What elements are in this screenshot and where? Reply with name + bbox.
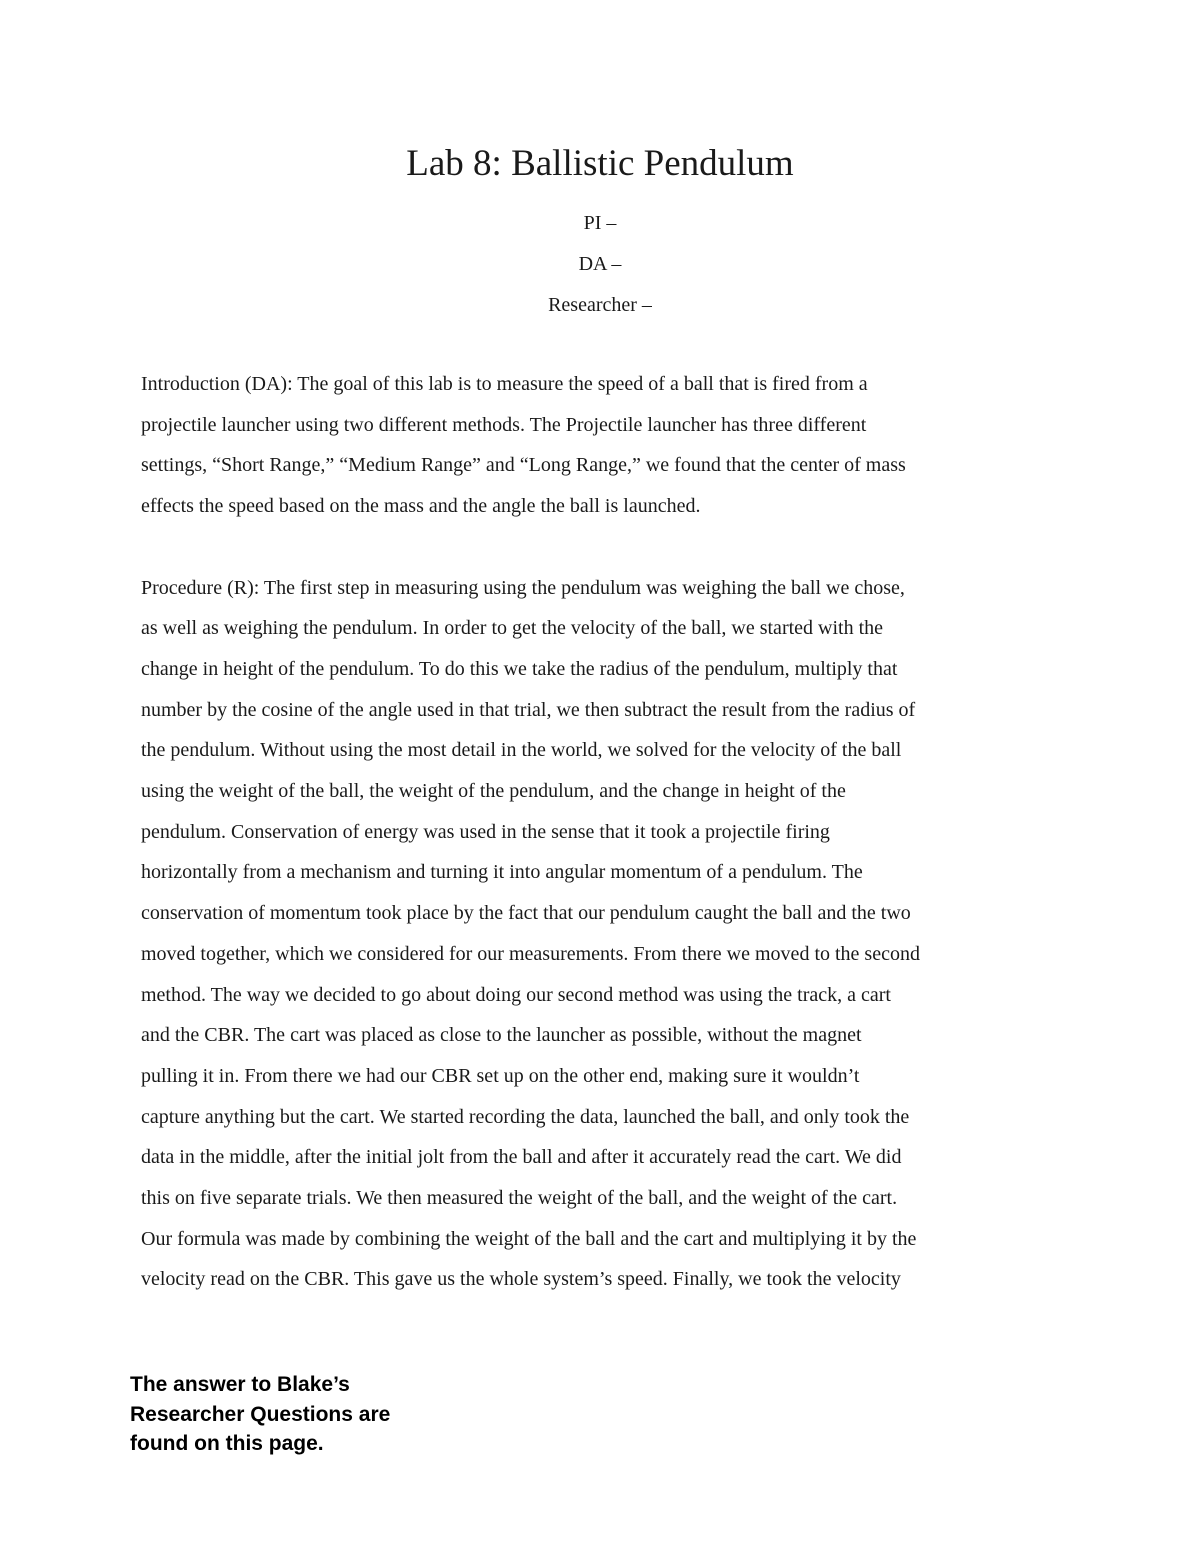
paragraph-line: Our formula was made by combining the weight of the ball and the cart and multiplying it by the	[141, 1227, 917, 1250]
paragraph-line: horizontally from a mechanism and turning it into angular momentum of a pendulum. The	[141, 861, 863, 884]
note-line: The answer to Blake’s	[130, 1373, 350, 1396]
paragraph-spacer	[141, 527, 1061, 568]
role-pi: PI –	[583, 212, 617, 234]
paragraph-line: moved together, which we considered for our measurements. From there we moved to the second	[141, 942, 920, 965]
role-da: DA –	[578, 253, 622, 275]
paragraph-line: capture anything but the cart. We started recording the data, launched the ball, and only took the	[141, 1105, 910, 1128]
paragraph-line: and the CBR. The cart was placed as close to the launcher as possible, without the magnet	[141, 1024, 862, 1047]
paragraph-line: Introduction (DA): The goal of this lab is to measure the speed of a ball that is fired from a	[141, 373, 868, 395]
paragraph-line: Procedure (R): The first step in measuring using the pendulum was weighing the ball we chose,	[141, 576, 905, 599]
role-researcher: Researcher –	[548, 294, 652, 316]
body-text	[141, 364, 1061, 1300]
paragraph-line: data in the middle, after the initial jolt from the ball and after it accurately read the cart. We did	[141, 1146, 902, 1169]
page-title: Lab 8: Ballistic Pendulum	[406, 143, 794, 184]
paragraph-line: velocity read on the CBR. This gave us the whole system’s speed. Finally, we took the velocity	[141, 1268, 901, 1291]
paragraph-line: pulling it in. From there we had our CBR set up on the other end, making sure it wouldn’t	[141, 1064, 860, 1087]
answer-note	[130, 1370, 430, 1459]
paragraph-line: change in height of the pendulum. To do this we take the radius of the pendulum, multiply that	[141, 657, 898, 680]
role-list	[0, 203, 1200, 326]
paragraph-line: method. The way we decided to go about doing our second method was using the track, a cart	[141, 983, 891, 1006]
paragraph-line: effects the speed based on the mass and the angle the ball is launched.	[141, 495, 701, 518]
paragraph-line: settings, “Short Range,” “Medium Range” and “Long Range,” we found that the center of mass	[141, 454, 906, 477]
note-line: Researcher Questions are	[130, 1402, 391, 1426]
paragraph-line: pendulum. Conservation of energy was used in the sense that it took a projectile firing	[141, 820, 830, 843]
introduction-paragraph	[141, 364, 1061, 527]
paragraph-line: number by the cosine of the angle used in that trial, we then subtract the result from the radius of	[141, 698, 916, 721]
paragraph-line: conservation of momentum took place by the fact that our pendulum caught the ball and the two	[141, 902, 911, 925]
paragraph-line: projectile launcher using two different methods. The Projectile launcher has three different	[141, 413, 867, 436]
paragraph-line: as well as weighing the pendulum. In order to get the velocity of the ball, we started with the	[141, 617, 884, 640]
procedure-paragraph	[141, 568, 1061, 1301]
paragraph-line: this on five separate trials. We then measured the weight of the ball, and the weight of the cart.	[141, 1187, 898, 1210]
paragraph-line: the pendulum. Without using the most detail in the world, we solved for the velocity of the ball	[141, 739, 902, 762]
paragraph-line: using the weight of the ball, the weight of the pendulum, and the change in height of the	[141, 780, 846, 803]
note-line: found on this page.	[130, 1432, 324, 1455]
